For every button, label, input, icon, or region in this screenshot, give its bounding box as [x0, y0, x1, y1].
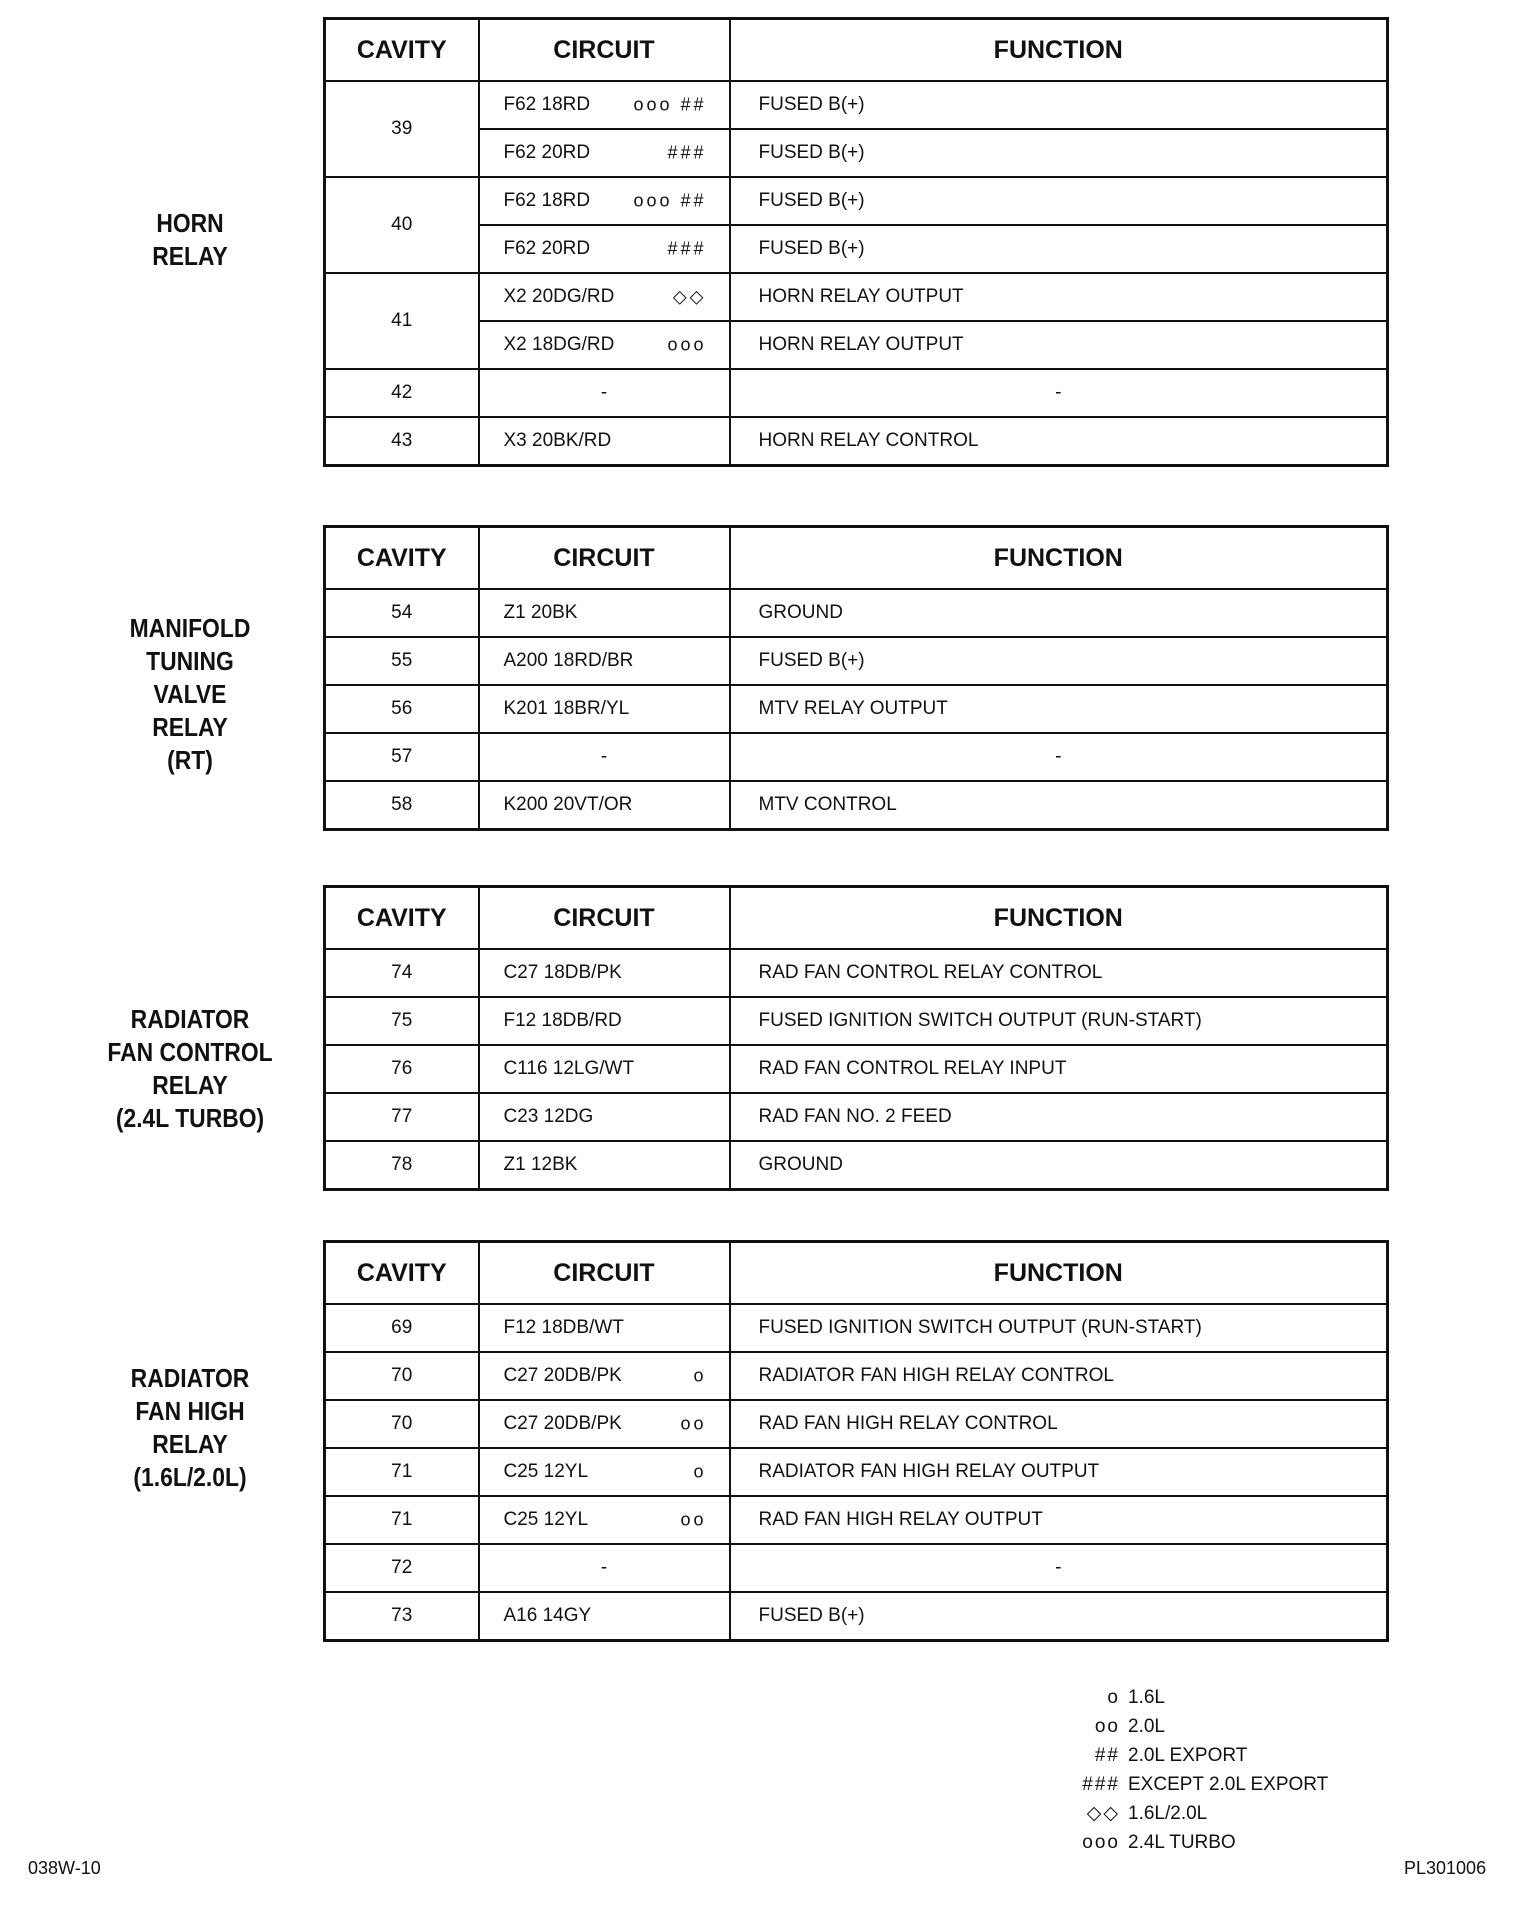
circuit-code: C25 12YL	[503, 1509, 589, 1530]
circuit-code: X2 18DG/RD	[503, 334, 615, 355]
label-line: TUNING	[146, 646, 234, 676]
function-cell: FUSED B(+)	[730, 637, 1388, 685]
circuit-cell	[479, 129, 730, 177]
circuit-cell: Z1 20BK	[479, 589, 730, 637]
legend-symbol: ##	[1094, 1745, 1120, 1766]
legend-item	[1070, 1828, 1328, 1857]
legend-item	[1070, 1712, 1328, 1741]
cavity-cell: 40	[325, 177, 479, 273]
circuit-cell: C27 18DB/PK	[479, 949, 730, 997]
header-circuit: CIRCUIT	[479, 1242, 730, 1305]
cavity-cell: 74	[325, 949, 479, 997]
header-circuit: CIRCUIT	[479, 527, 730, 590]
rad-fan-high-relay-table	[323, 1240, 1389, 1642]
circuit-code: C25 12YL	[503, 1461, 589, 1482]
header-cavity: CAVITY	[325, 527, 479, 590]
function-cell: FUSED B(+)	[730, 225, 1388, 273]
legend-item	[1070, 1770, 1328, 1799]
legend-symbol: ###	[1082, 1774, 1120, 1795]
cavity-cell: 71	[325, 1448, 479, 1496]
cavity-cell: 70	[325, 1400, 479, 1448]
circuit-code: C27 20DB/PK	[503, 1413, 622, 1434]
function-cell: FUSED B(+)	[730, 177, 1388, 225]
function-cell: -	[730, 1544, 1388, 1592]
header-function: FUNCTION	[730, 887, 1388, 950]
symbol-legend	[1070, 1683, 1328, 1857]
header-function: FUNCTION	[730, 1242, 1388, 1305]
circuit-cell	[479, 273, 730, 321]
legend-item	[1070, 1741, 1328, 1770]
legend-symbol: o	[1107, 1687, 1120, 1708]
circuit-cell: K200 20VT/OR	[479, 781, 730, 830]
header-function: FUNCTION	[730, 527, 1388, 590]
rad-fan-high-relay-label	[98, 1362, 283, 1494]
cavity-cell: 55	[325, 637, 479, 685]
function-cell: RAD FAN HIGH RELAY OUTPUT	[730, 1496, 1388, 1544]
label-line: (RT)	[167, 745, 213, 775]
document-code: 038W-10	[28, 1858, 101, 1878]
mtv-relay-table	[323, 525, 1389, 831]
label-line: MANIFOLD	[129, 613, 251, 643]
cavity-cell: 43	[325, 417, 479, 466]
header-cavity: CAVITY	[325, 19, 479, 82]
function-cell: HORN RELAY CONTROL	[730, 417, 1388, 466]
function-cell: -	[730, 369, 1388, 417]
header-circuit: CIRCUIT	[479, 19, 730, 82]
legend-item	[1070, 1799, 1328, 1828]
legend-text: 2.0L	[1128, 1716, 1165, 1737]
variant-symbol: oo	[680, 1509, 707, 1530]
circuit-cell	[479, 1304, 730, 1352]
circuit-cell: A200 18RD/BR	[479, 637, 730, 685]
cavity-cell: 69	[325, 1304, 479, 1352]
label-line: RELAY	[152, 712, 228, 742]
cavity-cell: 41	[325, 273, 479, 369]
function-cell: FUSED B(+)	[730, 1592, 1388, 1641]
legend-symbol: oo	[1094, 1716, 1120, 1737]
cavity-cell: 54	[325, 589, 479, 637]
variant-symbol: oo	[680, 1413, 707, 1434]
variant-symbol: o	[693, 1365, 707, 1386]
circuit-cell	[479, 1352, 730, 1400]
circuit-cell: -	[479, 733, 730, 781]
function-cell: FUSED IGNITION SWITCH OUTPUT (RUN-START)	[730, 997, 1388, 1045]
variant-symbol: ooo	[667, 334, 707, 355]
plate-number: PL301006	[1404, 1858, 1487, 1878]
function-cell: RAD FAN CONTROL RELAY INPUT	[730, 1045, 1388, 1093]
circuit-cell	[479, 177, 730, 225]
function-cell: FUSED B(+)	[730, 129, 1388, 177]
cavity-cell: 73	[325, 1592, 479, 1641]
variant-symbol: o	[693, 1461, 707, 1482]
cavity-cell: 75	[325, 997, 479, 1045]
cavity-cell: 72	[325, 1544, 479, 1592]
function-cell: MTV CONTROL	[730, 781, 1388, 830]
cavity-cell: 42	[325, 369, 479, 417]
circuit-cell	[479, 81, 730, 129]
circuit-cell: F12 18DB/RD	[479, 997, 730, 1045]
label-line: VALVE	[153, 679, 227, 709]
mtv-relay-label	[98, 612, 283, 777]
legend-text: 2.0L EXPORT	[1128, 1745, 1248, 1766]
variant-symbol: ooo ##	[633, 94, 707, 115]
legend-text: 2.4L TURBO	[1128, 1832, 1236, 1853]
circuit-cell: Z1 12BK	[479, 1141, 730, 1190]
circuit-cell	[479, 321, 730, 369]
circuit-cell	[479, 225, 730, 273]
legend-item	[1070, 1683, 1328, 1712]
function-cell: RAD FAN CONTROL RELAY CONTROL	[730, 949, 1388, 997]
circuit-cell: K201 18BR/YL	[479, 685, 730, 733]
circuit-code: F12 18DB/WT	[503, 1317, 624, 1338]
label-line: (1.6L/2.0L)	[133, 1462, 247, 1492]
circuit-code: F62 18RD	[503, 94, 591, 115]
circuit-code: X2 20DG/RD	[503, 286, 615, 307]
label-line: FAN CONTROL	[107, 1037, 273, 1067]
circuit-cell: A16 14GY	[479, 1592, 730, 1641]
function-cell: HORN RELAY OUTPUT	[730, 273, 1388, 321]
variant-symbol: ◇◇	[672, 286, 707, 307]
function-cell: FUSED B(+)	[730, 81, 1388, 129]
circuit-code: F62 20RD	[503, 238, 591, 259]
circuit-cell: C116 12LG/WT	[479, 1045, 730, 1093]
function-cell: RADIATOR FAN HIGH RELAY OUTPUT	[730, 1448, 1388, 1496]
legend-symbol: ◇◇	[1086, 1803, 1120, 1824]
circuit-cell	[479, 1448, 730, 1496]
label-line: RELAY	[152, 1070, 228, 1100]
legend-text: EXCEPT 2.0L EXPORT	[1128, 1774, 1329, 1795]
function-cell: FUSED IGNITION SWITCH OUTPUT (RUN-START)	[730, 1304, 1388, 1352]
rad-fan-control-relay-label	[98, 1003, 283, 1135]
circuit-cell	[479, 1496, 730, 1544]
circuit-cell	[479, 1400, 730, 1448]
circuit-cell: C23 12DG	[479, 1093, 730, 1141]
cavity-cell: 77	[325, 1093, 479, 1141]
legend-text: 1.6L	[1128, 1687, 1165, 1708]
legend-symbol: ooo	[1082, 1832, 1120, 1853]
cavity-cell: 39	[325, 81, 479, 177]
variant-symbol: ooo ##	[633, 190, 707, 211]
horn-relay-label	[98, 207, 283, 273]
function-cell: RADIATOR FAN HIGH RELAY CONTROL	[730, 1352, 1388, 1400]
cavity-cell: 57	[325, 733, 479, 781]
circuit-code: F62 18RD	[503, 190, 591, 211]
header-cavity: CAVITY	[325, 887, 479, 950]
function-cell: -	[730, 733, 1388, 781]
cavity-cell: 71	[325, 1496, 479, 1544]
label-line: RADIATOR	[130, 1363, 250, 1393]
label-line: RELAY	[152, 241, 228, 271]
header-function: FUNCTION	[730, 19, 1388, 82]
label-line: (2.4L TURBO)	[115, 1103, 265, 1133]
cavity-cell: 56	[325, 685, 479, 733]
circuit-code: C27 20DB/PK	[503, 1365, 622, 1386]
cavity-cell: 76	[325, 1045, 479, 1093]
function-cell: RAD FAN NO. 2 FEED	[730, 1093, 1388, 1141]
variant-symbol: ###	[667, 142, 707, 163]
function-cell: GROUND	[730, 1141, 1388, 1190]
label-line: RELAY	[152, 1429, 228, 1459]
function-cell: GROUND	[730, 589, 1388, 637]
circuit-cell: -	[479, 369, 730, 417]
cavity-cell: 78	[325, 1141, 479, 1190]
cavity-cell: 70	[325, 1352, 479, 1400]
function-cell: HORN RELAY OUTPUT	[730, 321, 1388, 369]
label-line: HORN	[156, 208, 224, 238]
circuit-cell: X3 20BK/RD	[479, 417, 730, 466]
circuit-cell: -	[479, 1544, 730, 1592]
rad-fan-control-relay-table	[323, 885, 1389, 1191]
variant-symbol: ###	[667, 238, 707, 259]
cavity-cell: 58	[325, 781, 479, 830]
label-line: RADIATOR	[130, 1004, 250, 1034]
function-cell: MTV RELAY OUTPUT	[730, 685, 1388, 733]
header-circuit: CIRCUIT	[479, 887, 730, 950]
label-line: FAN HIGH	[135, 1396, 245, 1426]
header-cavity: CAVITY	[325, 1242, 479, 1305]
legend-text: 1.6L/2.0L	[1128, 1803, 1208, 1824]
horn-relay-table	[323, 17, 1389, 467]
function-cell: RAD FAN HIGH RELAY CONTROL	[730, 1400, 1388, 1448]
circuit-code: F62 20RD	[503, 142, 591, 163]
